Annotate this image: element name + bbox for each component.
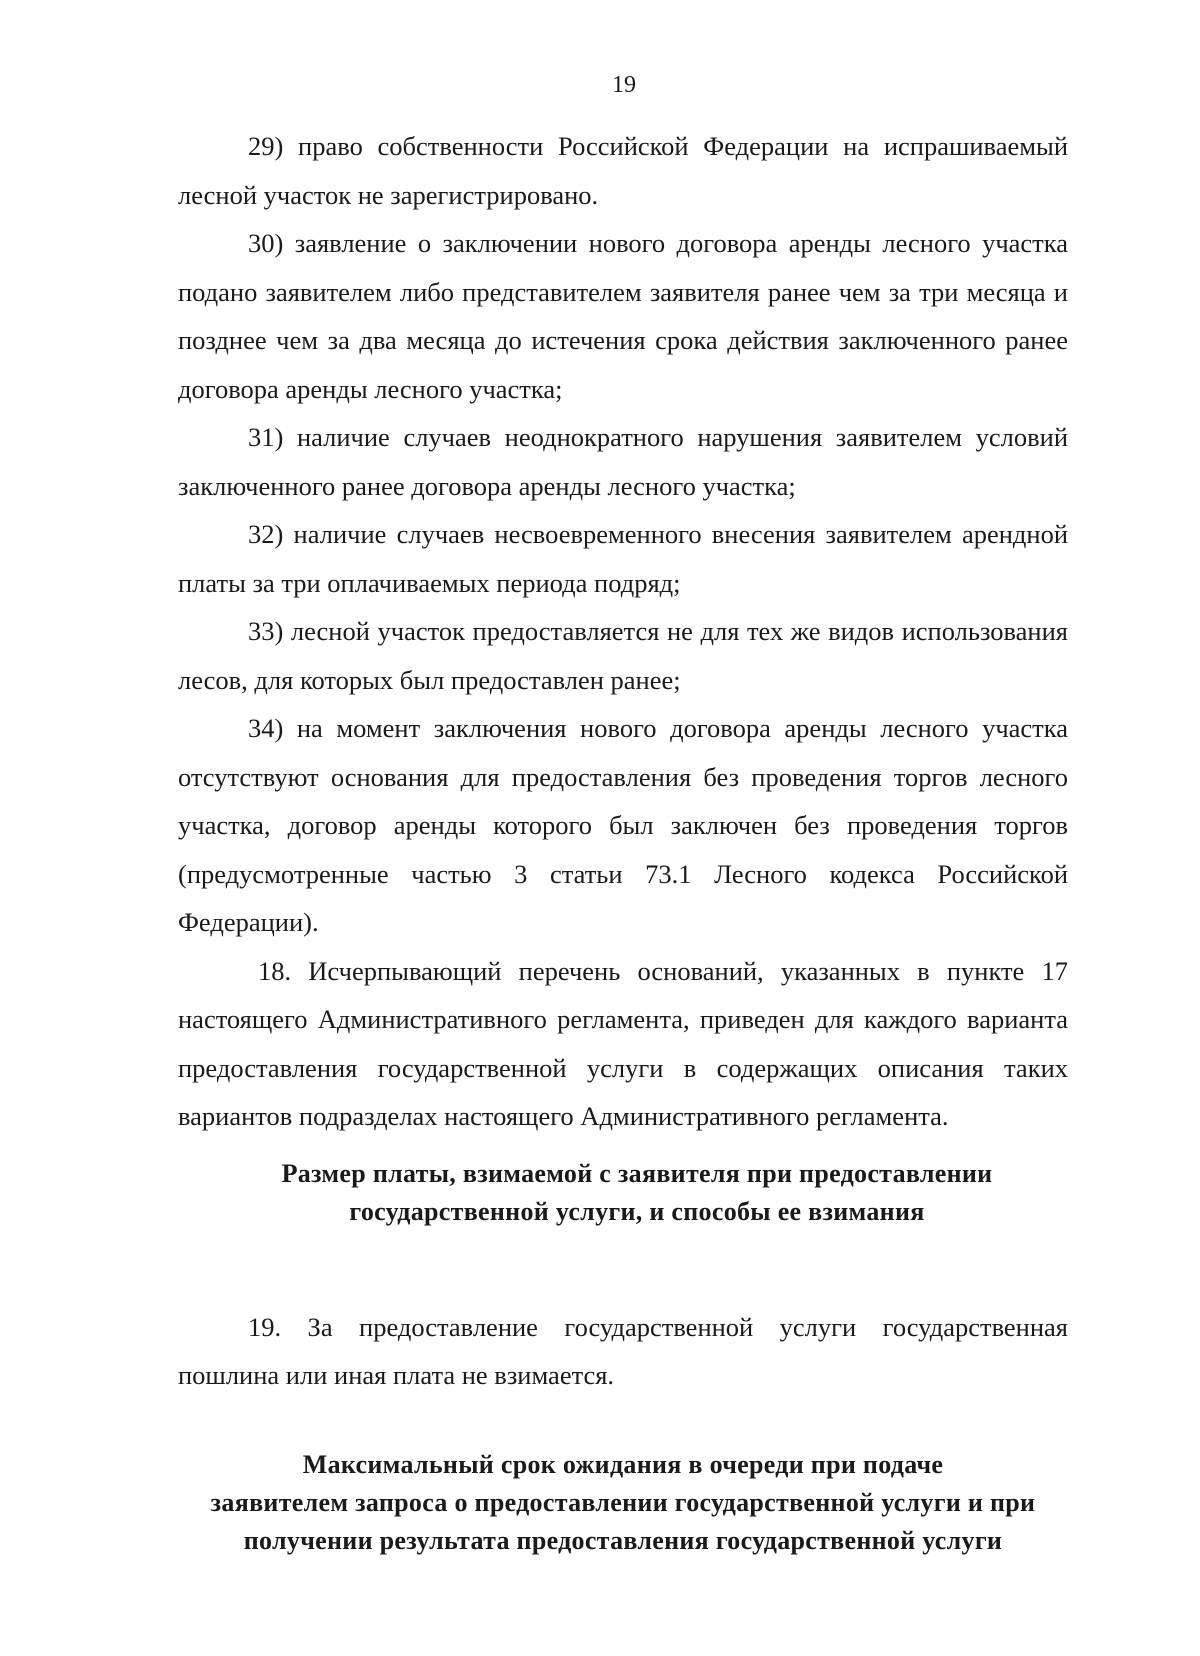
heading-line: государственной услуги, и способы ее взимания <box>349 1196 925 1226</box>
paragraph-33: 33) лесной участок предоставляется не для тех же видов использования лесов, для которых был предоставлен ранее; <box>178 616 1068 695</box>
heading-line: Размер платы, взимаемой с заявителя при предоставлении <box>281 1158 993 1188</box>
section-heading-queue <box>178 1446 1068 1560</box>
document-body <box>178 122 1068 1560</box>
paragraph-32: 32) наличие случаев несвоевременного внесения заявителем арендной платы за три оплачиваемых периода подряд; <box>178 519 1068 598</box>
paragraph-31: 31) наличие случаев неоднократного нарушения заявителем условий заключенного ранее договора аренды лесного участка; <box>178 422 1068 501</box>
page-number: 19 <box>612 72 636 98</box>
paragraph-29: 29) право собственности Российской Федерации на испрашиваемый лесной участок не зарегистрировано. <box>178 131 1068 210</box>
paragraph-30: 30) заявление о заключении нового договора аренды лесного участка подано заявителем либо представителем заявителя ранее чем за три месяца и позднее чем за два месяца до истечения срока действия заключенного ранее договора аренды лесного участка; <box>178 228 1068 404</box>
section-heading-fee <box>178 1155 1068 1231</box>
paragraph-18: 18. Исчерпывающий перечень оснований, указанных в пункте 17 настоящего Административного регламента, приведен для каждого варианта предоставления государственной услуги в содержащих описания таких вариантов подразделах настоящего Административного регламента. <box>178 955 1068 1131</box>
heading-line: заявителем запроса о предоставлении государственной услуги и при <box>210 1487 1036 1517</box>
heading-line: получении результата предоставления государственной услуги <box>243 1525 1003 1555</box>
heading-line: Максимальный срок ожидания в очереди при подаче <box>302 1449 944 1479</box>
paragraph-34: 34) на момент заключения нового договора аренды лесного участка отсутствуют основания для предоставления без проведения торгов лесного участка, договор аренды которого был заключен без проведения торгов (предусмотренные частью 3 статьи 73.1 Лесного кодекса Российской Федерации). <box>178 713 1068 937</box>
paragraph-19: 19. За предоставление государственной услуги государственная пошлина или иная плата не взимается. <box>178 1311 1068 1390</box>
